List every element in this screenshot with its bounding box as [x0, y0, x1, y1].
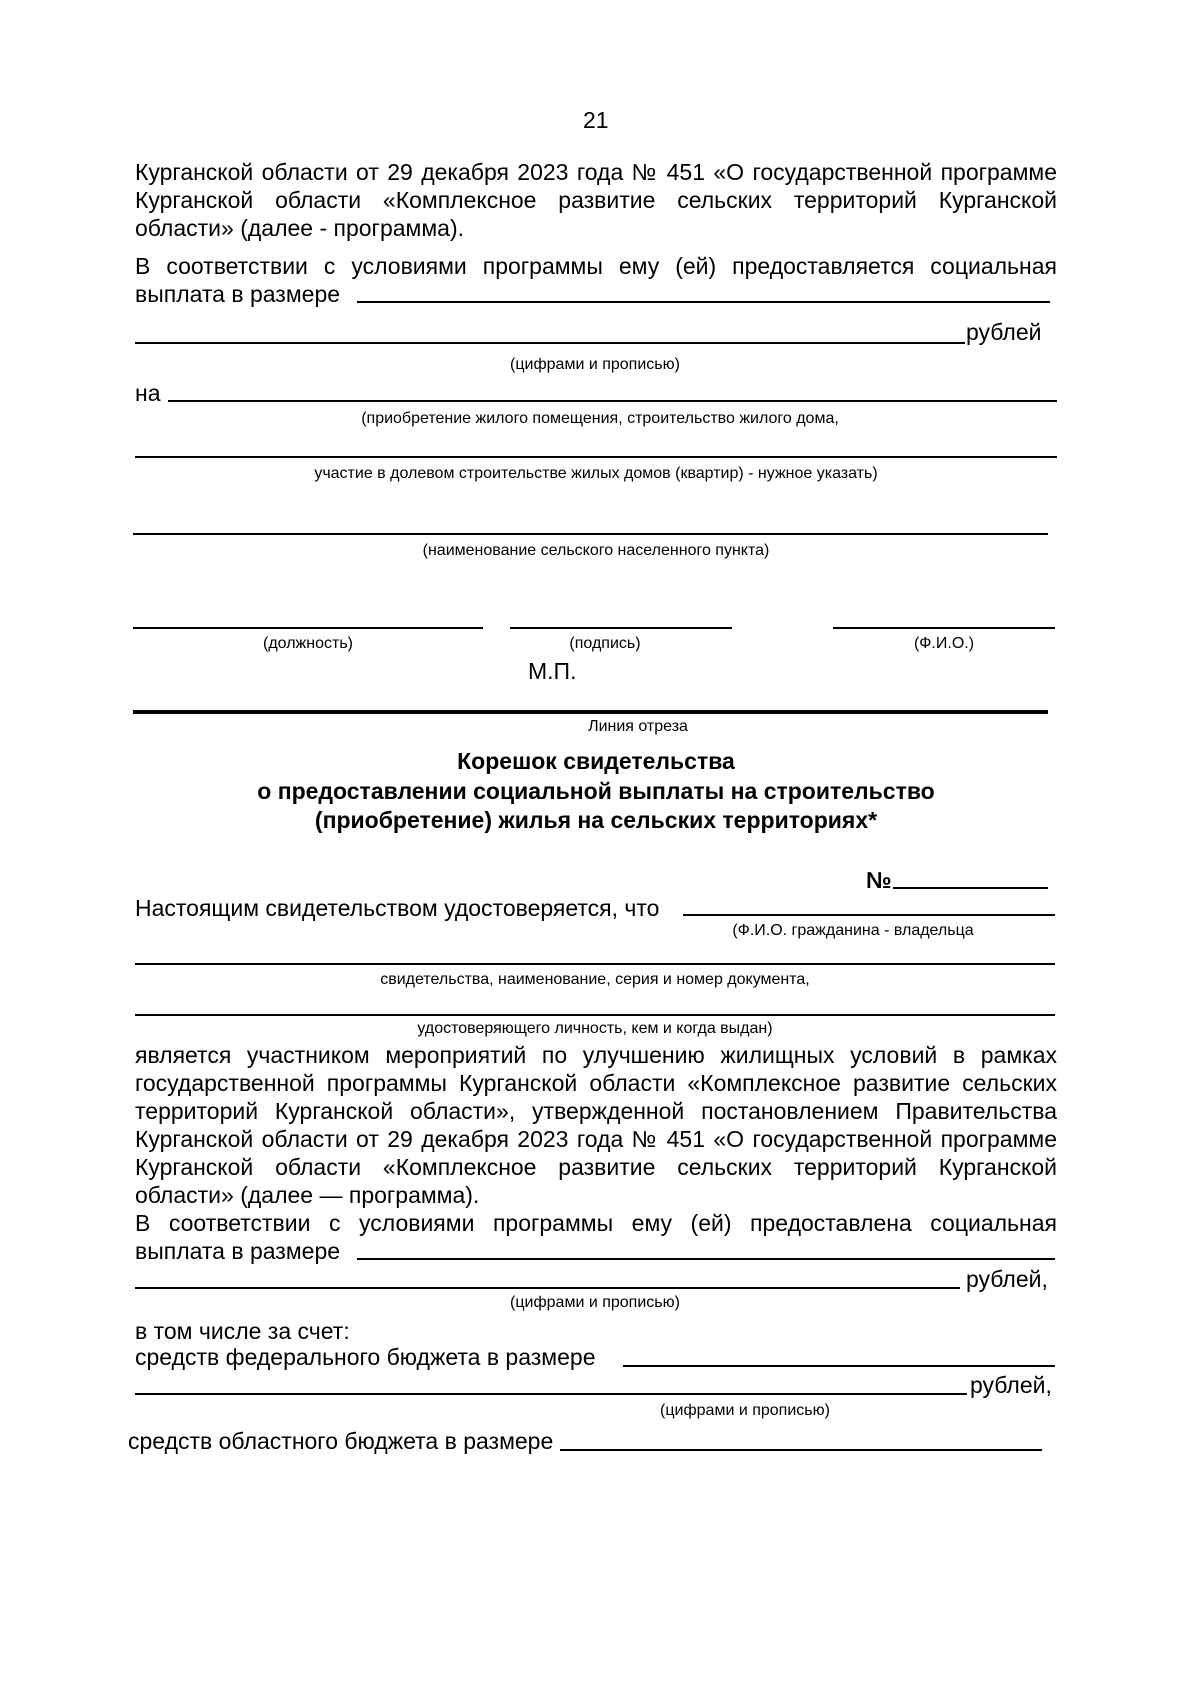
signature-field-line[interactable] — [510, 627, 732, 629]
participant-line-2: государственной программы Курганской области «Комплексное развитие сельских — [135, 1070, 1057, 1096]
federal-label: средств федерального бюджета в размере — [135, 1344, 596, 1370]
signature-caption: (подпись) — [569, 635, 641, 652]
holder-caption: (Ф.И.О. гражданина - владельца — [732, 922, 974, 939]
id-caption: удостоверяющего личность, кем и когда выдан) — [417, 1020, 773, 1037]
stub-title-line-3: (приобретение) жилья на сельских территориях* — [314, 807, 878, 833]
settlement-caption: (наименование сельского населенного пункта) — [422, 542, 770, 559]
purpose-caption-1: (приобретение жилого помещения, строительство жилого дома, — [361, 410, 839, 427]
doc-caption: свидетельства, наименование, серия и номер документа, — [380, 971, 810, 988]
cut-line-label: Линия отреза — [588, 718, 688, 735]
stamp-label: М.П. — [528, 658, 577, 684]
position-caption: (должность) — [263, 635, 353, 652]
regional-label: средств областного бюджета в размере — [128, 1428, 554, 1454]
including-label: в том числе за счет: — [135, 1318, 350, 1344]
federal-rubles-label: рублей, — [970, 1372, 1052, 1398]
granted-amount-caption: (цифрами и прописью) — [510, 1294, 680, 1311]
holder-field-line[interactable] — [683, 914, 1055, 916]
intro-line-1: Курганской области от 29 декабря 2023 года № 451 «О государственной программе — [135, 159, 1057, 185]
doc-field-line[interactable] — [135, 963, 1055, 965]
participant-line-4: Курганской области от 29 декабря 2023 года № 451 «О государственной программе — [135, 1126, 1057, 1152]
number-field-line[interactable] — [893, 887, 1048, 889]
certify-text: Настоящим свидетельством удостоверяется, что — [135, 895, 660, 921]
stub-title-line-2: о предоставлении социальной выплаты на строительство — [257, 778, 935, 804]
provision-line-1: В соответствии с условиями программы ему (ей) предоставляется социальная — [135, 253, 1057, 279]
purpose-field-line-2[interactable] — [135, 456, 1057, 458]
fio-caption: (Ф.И.О.) — [913, 635, 975, 652]
granted-rubles-label: рублей, — [966, 1266, 1048, 1292]
amount-field-line-2[interactable] — [135, 342, 965, 344]
purpose-caption-2: участие в долевом строительстве жилых домов (квартир) - нужное указать) — [314, 465, 878, 482]
purpose-field-line-1[interactable] — [168, 400, 1057, 402]
regional-field-line[interactable] — [560, 1449, 1042, 1451]
id-field-line[interactable] — [135, 1014, 1055, 1016]
na-label: на — [135, 380, 161, 406]
stub-title-line-1: Корешок свидетельства — [457, 748, 735, 774]
intro-line-3: области» (далее - программа). — [135, 215, 464, 241]
number-label: № — [866, 867, 892, 893]
amount-field-line-1[interactable] — [357, 301, 1050, 303]
position-field-line[interactable] — [133, 627, 483, 629]
cut-line — [133, 710, 1048, 714]
participant-line-3: территорий Курганской области», утвержденной постановлением Правительства — [135, 1098, 1057, 1124]
participant-line-6: области» (далее — программа). — [135, 1182, 480, 1208]
granted-amount-line-1[interactable] — [357, 1258, 1055, 1260]
federal-field-line-2[interactable] — [135, 1393, 967, 1395]
settlement-field-line[interactable] — [133, 533, 1048, 535]
granted-line-1: В соответствии с условиями программы ему (ей) предоставлена социальная — [135, 1210, 1057, 1236]
fio-field-line[interactable] — [833, 627, 1055, 629]
intro-line-2: Курганской области «Комплексное развитие сельских территорий Курганской — [135, 187, 1057, 213]
participant-line-1: является участником мероприятий по улучшению жилищных условий в рамках — [135, 1042, 1057, 1068]
federal-field-line-1[interactable] — [623, 1365, 1055, 1367]
granted-line-2: выплата в размере — [135, 1238, 341, 1264]
rubles-label: рублей — [966, 319, 1042, 345]
page-number: 21 — [583, 107, 609, 133]
participant-line-5: Курганской области «Комплексное развитие сельских территорий Курганской — [135, 1154, 1057, 1180]
amount-caption: (цифрами и прописью) — [510, 356, 680, 373]
federal-amount-caption: (цифрами и прописью) — [660, 1402, 830, 1419]
granted-amount-line-2[interactable] — [135, 1287, 960, 1289]
provision-line-2: выплата в размере — [135, 281, 341, 307]
